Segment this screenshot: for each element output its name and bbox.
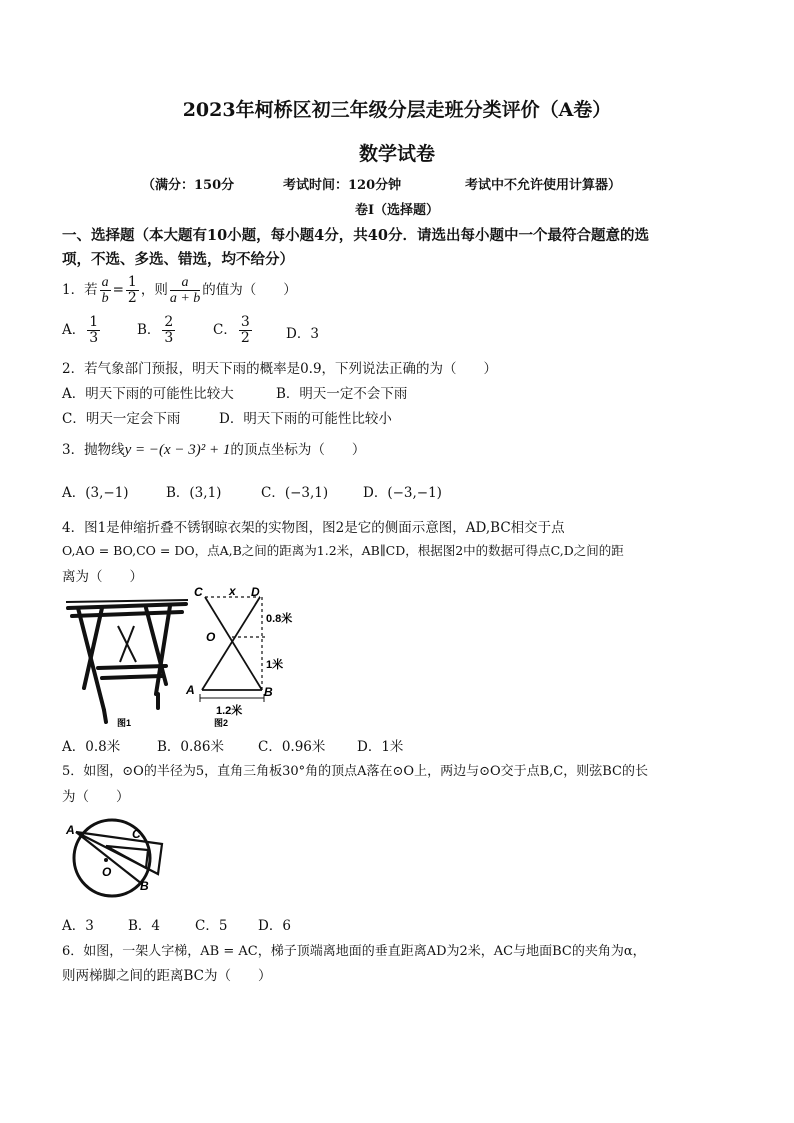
figure-1-caption: 图1 — [117, 718, 132, 728]
q3-formula: y = −(x − 3)² + 1 — [124, 442, 231, 458]
q1-option-d: D．3 — [286, 326, 319, 342]
question-6-line2: 则两梯脚之间的距离BC为（ ） — [62, 968, 272, 984]
q1-prefix: 1．若 — [62, 282, 98, 298]
q5-option-b: B．4 — [128, 918, 161, 934]
length-12-label: 1.2米 — [216, 705, 243, 717]
exam-title: 2023年柯桥区初三年级分层走班分类评价（A卷） — [182, 99, 612, 121]
q1-equals: = — [112, 282, 124, 298]
q5-option-a: A．3 — [62, 918, 94, 934]
drying-rack-figure — [62, 598, 192, 728]
q2-option-b: B．明天一定不会下雨 — [276, 386, 408, 402]
q1-option-b: B． $\frac{2}{3}$ — [137, 314, 174, 346]
calculator-info: 考试中不允许使用计算器） — [465, 178, 622, 193]
question-4-line1: 4．图1是伸缩折叠不锈钢晾衣架的实物图，图2是它的侧面示意图，AD,BC相交于点 — [62, 520, 565, 536]
q4-option-b: B．0.86米 — [157, 739, 224, 755]
circle-center-o-label: O — [102, 865, 112, 879]
q1-fraction-half: $\frac{1}{2}$ — [127, 274, 137, 306]
point-a-label: A — [186, 683, 195, 697]
schematic-figure — [180, 584, 310, 728]
q1-mid: ，则 — [140, 282, 168, 298]
q5-option-d: D．6 — [258, 918, 291, 934]
q1-option-c: C． $\frac{3}{2}$ — [213, 314, 250, 346]
length-08-label: 0.8米 — [266, 613, 293, 625]
volume-label: 卷Ⅰ（选择题） — [354, 203, 440, 218]
question-6-line1: 6．如图，一架人字梯，AB = AC，梯子顶端离地面的垂直距离AD为2米，AC与地面BC的夹角为α， — [62, 944, 646, 959]
circle-triangle-figure — [62, 818, 182, 898]
circle-point-a-label: A — [66, 823, 75, 837]
section-heading-line2: 项，不选、多选、错选，均不给分） — [62, 251, 294, 268]
q3-option-c: C．(−3,1) — [261, 485, 329, 501]
q3-option-d: D．(−3,−1) — [363, 485, 442, 501]
point-b-label: B — [264, 685, 273, 699]
exam-subtitle: 数学试卷 — [358, 143, 435, 165]
question-3-stem: 3．抛物线y = −(x − 3)² + 1的顶点坐标为（ ） — [62, 442, 366, 458]
section-heading-line1: 一、选择题（本大题有10小题，每小题4分，共40分．请选出每小题中一个最符合题意的选 — [62, 227, 649, 244]
circle-point-c-label: C — [132, 827, 141, 841]
q2-option-d: D．明天下雨的可能性比较小 — [219, 411, 392, 427]
length-1-label: 1米 — [266, 659, 284, 671]
point-d-label: D — [251, 585, 260, 599]
q2-option-a: A．明天下雨的可能性比较大 — [62, 386, 234, 402]
q4-option-d: D．1米 — [357, 739, 404, 755]
q4-option-c: C．0.96米 — [258, 739, 326, 755]
question-5-line1: 5．如图，⊙O的半径为5，直角三角板30°角的顶点A落在⊙O上，两边与⊙O交于点B,C，则弦BC的长 — [62, 764, 648, 779]
q1-fraction-target: $\frac{a}{a + b}$ — [169, 275, 201, 306]
q1-option-a: A． $\frac{1}{3}$ — [62, 314, 99, 346]
q4-option-a: A．0.8米 — [62, 739, 121, 755]
question-5-line2: 为（ ） — [62, 789, 130, 805]
circle-point-b-label: B — [140, 879, 149, 893]
q2-option-c: C．明天一定会下雨 — [62, 411, 181, 427]
q3-option-b: B．(3,1) — [166, 485, 222, 501]
point-c-label: C — [194, 585, 203, 599]
q5-option-c: C．5 — [195, 918, 228, 934]
question-1-stem — [62, 272, 297, 308]
point-o-label: O — [206, 630, 216, 644]
x-label: x — [229, 584, 236, 598]
score-info: （满分：150分 — [142, 178, 235, 193]
question-2-stem: 2．若气象部门预报，明天下雨的概率是0.9，下列说法正确的为（ ） — [62, 361, 498, 377]
time-info: 考试时间：120分钟 — [283, 178, 402, 193]
q1-fraction-a-b: $\frac{a}{b}$ — [101, 275, 109, 306]
question-4-line2: O,AO = BO,CO = DO，点A,B之间的距离为1.2米，AB∥CD，根据图2中的数据可得点C,D之间的距 — [62, 543, 624, 558]
figure-2-caption: 图2 — [214, 718, 229, 728]
q1-suffix: 的值为（ ） — [202, 282, 297, 298]
q3-option-a: A．(3,−1) — [62, 485, 129, 501]
question-4-line3: 离为（ ） — [62, 569, 143, 585]
